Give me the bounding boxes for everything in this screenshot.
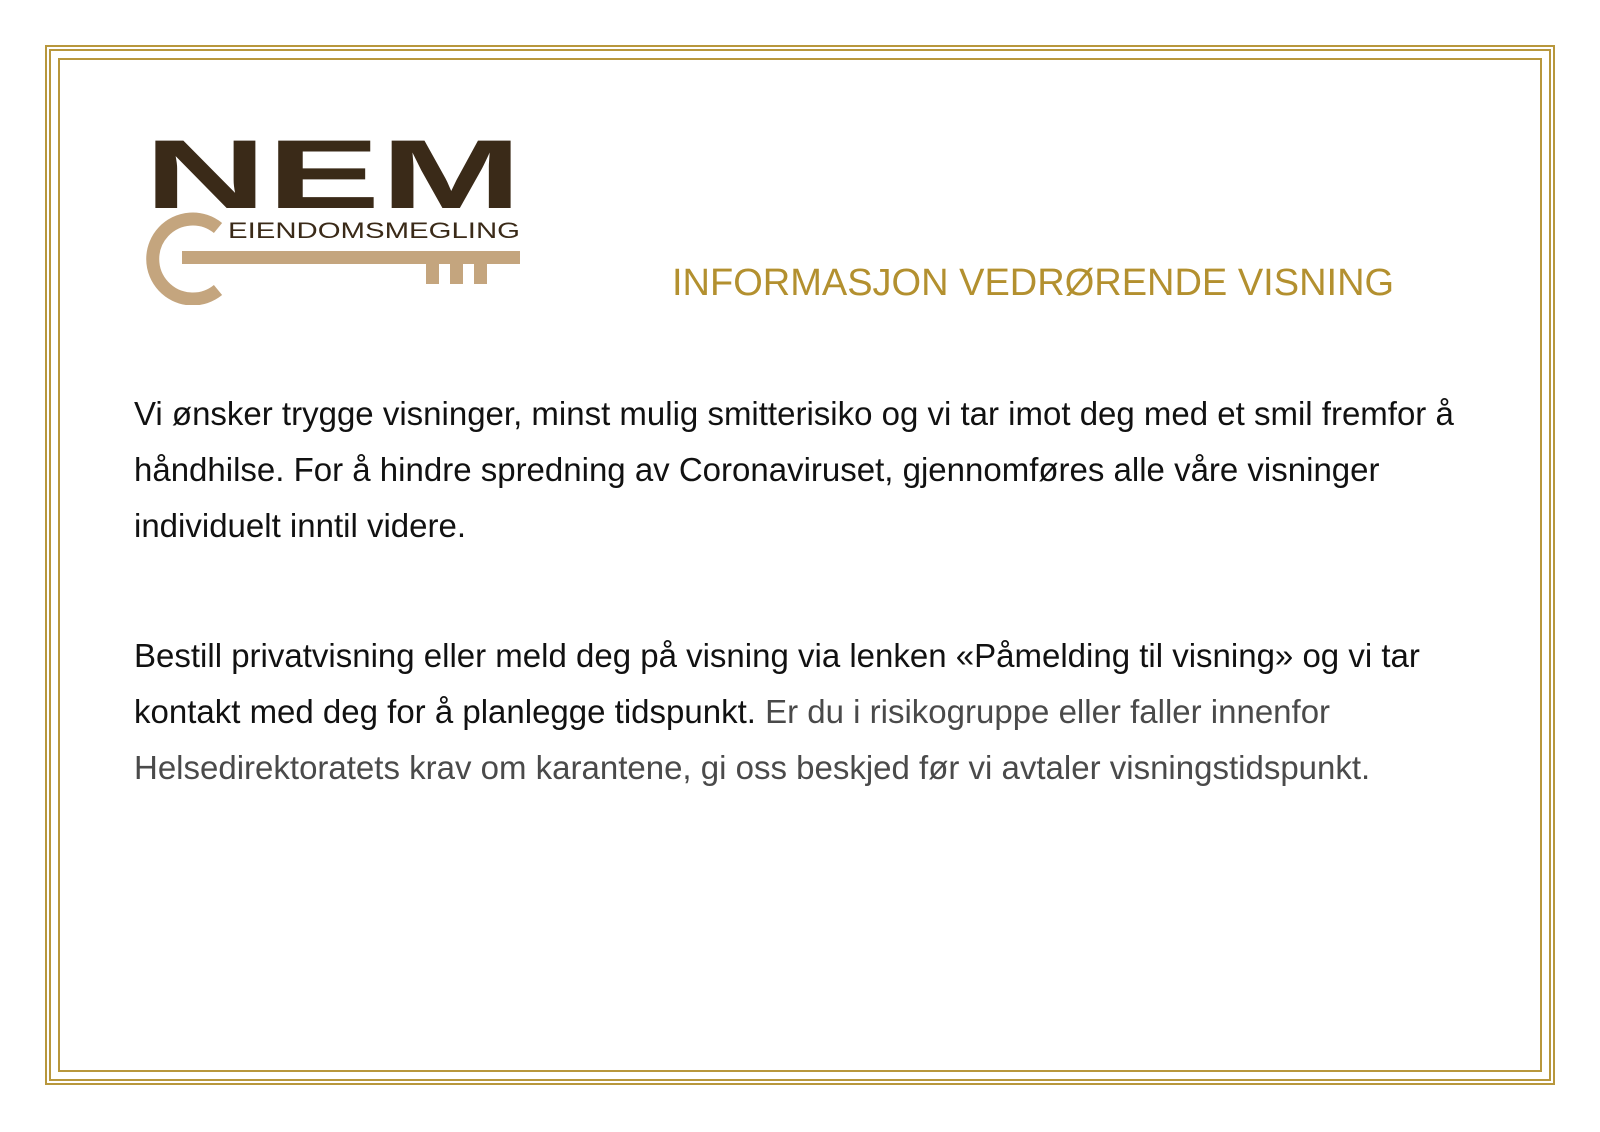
paragraph-safe-viewings: Vi ønsker trygge visninger, minst mulig smitterisiko og vi tar imot deg med et smil fremfor å håndhilse. For å hindre spredning av Coronaviruset, gjennomføres alle våre visninger individuelt inntil videre. xyxy=(134,395,1454,544)
logo-brand-text: NEM xyxy=(144,130,522,229)
page-title: INFORMASJON VEDRØRENDE VISNING xyxy=(672,262,1395,304)
nem-logo xyxy=(132,130,532,305)
paragraph-booking xyxy=(134,628,1464,796)
booking-instructions-text: Bestill privatvisning eller meld deg på visning via lenken «Påmelding til visning» og vi tar kontakt med deg for å planlegge tidspunkt. xyxy=(134,637,1420,730)
risk-group-notice-text: Er du i risikogruppe eller faller innenfor Helsedirektoratets krav om karantene, gi oss beskjed før vi avtaler visningstidspunkt. xyxy=(134,693,1371,786)
logo-subtitle-text: EIENDOMSMEGLING xyxy=(228,218,520,243)
